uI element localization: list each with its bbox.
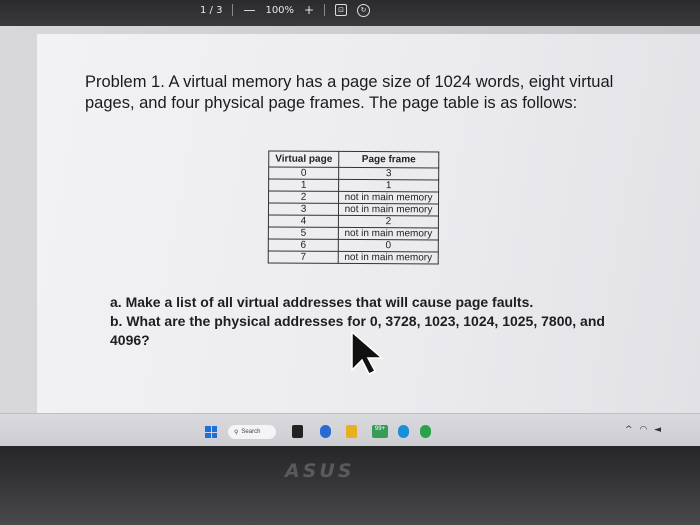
page-table: [268, 151, 440, 265]
table-row: [269, 191, 439, 204]
question-a: a. Make a list of all virtual addresses that will cause page faults.: [110, 294, 534, 310]
table-row: [268, 203, 438, 216]
task-view-icon[interactable]: [292, 425, 303, 438]
app-badge-icon[interactable]: [372, 425, 388, 438]
chrome-browser-icon[interactable]: [420, 425, 431, 438]
brand-logo: ASUS: [285, 460, 355, 482]
system-tray[interactable]: [625, 425, 663, 435]
fit-page-icon[interactable]: ⊡: [335, 4, 347, 16]
header-virtual-page: Virtual page: [269, 151, 339, 167]
rotate-icon[interactable]: ↻: [357, 4, 370, 17]
taskbar-search[interactable]: [228, 425, 276, 439]
search-label: Search: [241, 429, 261, 435]
search-icon: ⚲: [234, 429, 239, 436]
table-row: [268, 227, 438, 240]
table-row: [268, 215, 438, 228]
table-row: [268, 251, 438, 264]
zoom-level: 100%: [265, 4, 295, 16]
page-frame-cell: 3: [339, 167, 439, 180]
page-frame-cell: not in main memory: [338, 227, 438, 240]
volume-icon[interactable]: ◄: [654, 425, 664, 435]
page-indicator: 1 / 3: [200, 4, 223, 16]
problem-body: A virtual memory has a page size of 1024 words, eight virtual pages, and four physical page frames. The page table is as follows:: [85, 73, 614, 112]
virtual-page-cell: 7: [268, 251, 338, 263]
page-frame-cell: not in main memory: [338, 251, 438, 264]
virtual-page-cell: 6: [268, 239, 338, 251]
table-row: [268, 239, 438, 252]
page-frame-cell: 2: [338, 215, 438, 228]
page-frame-cell: 1: [339, 179, 439, 192]
windows-taskbar: [0, 413, 700, 446]
header-page-frame: Page frame: [339, 151, 439, 168]
page-frame-cell: not in main memory: [339, 191, 439, 204]
virtual-page-cell: 2: [269, 191, 339, 203]
chat-icon[interactable]: [320, 425, 331, 438]
toolbar-divider: [232, 4, 233, 16]
monitor-bezel-bottom: [0, 446, 700, 525]
virtual-page-cell: 1: [269, 179, 339, 191]
page-frame-cell: not in main memory: [338, 203, 438, 216]
toolbar-divider: [324, 4, 325, 16]
chevron-up-icon[interactable]: ^: [625, 425, 635, 435]
wifi-icon[interactable]: ◠: [639, 425, 650, 435]
question-b: b. What are the physical addresses for 0, 3728, 1023, 1024, 1025, 7800, and 4096?: [110, 313, 605, 348]
windows-start-icon[interactable]: [205, 426, 217, 438]
app-badge-count: 99+: [374, 426, 386, 432]
virtual-page-cell: 4: [268, 215, 338, 227]
problem-statement: [85, 72, 625, 114]
table-row: [269, 167, 439, 180]
edge-browser-icon[interactable]: [398, 425, 409, 438]
zoom-out-button[interactable]: —: [243, 3, 256, 17]
page-frame-cell: 0: [338, 239, 438, 252]
pdf-toolbar: [150, 0, 420, 20]
zoom-in-button[interactable]: +: [304, 3, 315, 17]
file-explorer-icon[interactable]: [346, 425, 357, 438]
virtual-page-cell: 3: [268, 203, 338, 215]
virtual-page-cell: 5: [268, 227, 338, 239]
table-row: [269, 179, 439, 192]
mouse-cursor-icon: [350, 330, 386, 376]
virtual-page-cell: 0: [269, 167, 339, 179]
problem-label: Problem 1.: [85, 73, 165, 91]
